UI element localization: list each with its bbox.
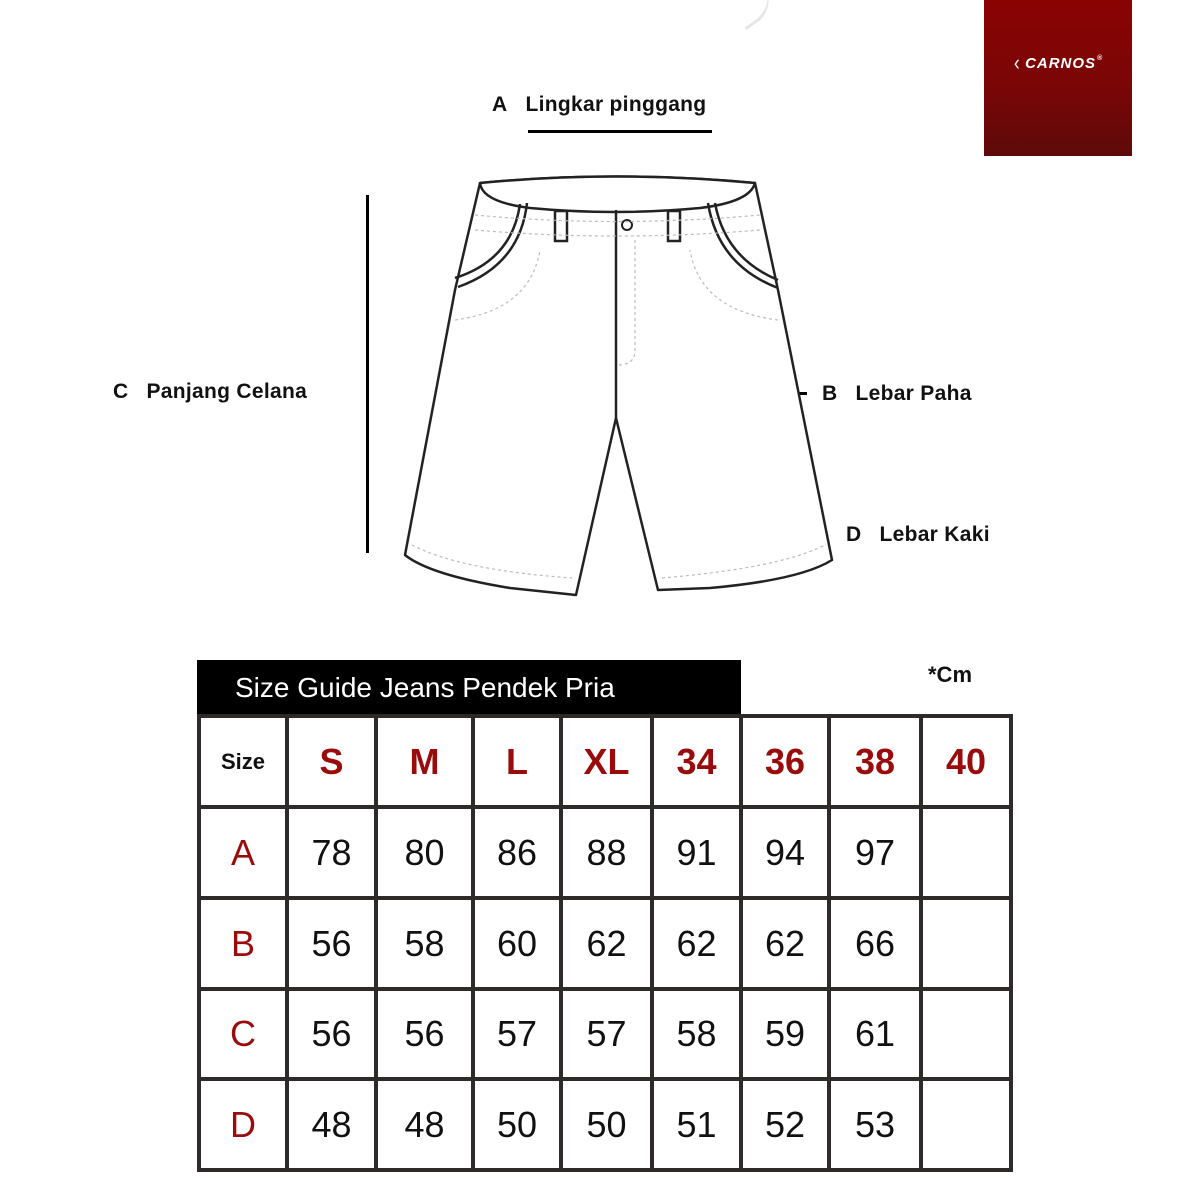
table-cell: 66 (829, 898, 921, 989)
size-col-34: 34 (652, 716, 741, 807)
registered-mark: ® (1097, 54, 1104, 62)
size-col-xl: XL (561, 716, 652, 807)
label-a (492, 93, 706, 117)
label-d-key: D (846, 523, 862, 546)
table-cell: 62 (741, 898, 829, 989)
table-cell: 51 (652, 1079, 741, 1170)
table-row (199, 989, 1011, 1079)
table-cell: 56 (287, 989, 376, 1079)
table-cell (921, 1079, 1011, 1170)
table-cell (921, 989, 1011, 1079)
table-cell: 57 (473, 989, 561, 1079)
table-cell: 59 (741, 989, 829, 1079)
size-col-40: 40 (921, 716, 1011, 807)
label-d-text: Lebar Kaki (879, 523, 990, 546)
table-cell: 56 (376, 989, 473, 1079)
table-cell: 94 (741, 807, 829, 898)
table-row (199, 807, 1011, 898)
table-cell: 56 (287, 898, 376, 989)
table-cell: 50 (561, 1079, 652, 1170)
size-table (197, 714, 1013, 1172)
table-cell (921, 807, 1011, 898)
measure-line-c (366, 195, 369, 553)
table-cell: 97 (829, 807, 921, 898)
label-a-text: Lingkar pinggang (525, 93, 707, 116)
size-guide-title: Size Guide Jeans Pendek Pria (197, 660, 741, 715)
label-a-key: A (492, 93, 508, 116)
row-key-d: D (199, 1079, 287, 1170)
table-cell: 53 (829, 1079, 921, 1170)
size-col-38: 38 (829, 716, 921, 807)
brand-name: CARNOS (1025, 54, 1097, 72)
table-cell: 80 (376, 807, 473, 898)
table-cell: 60 (473, 898, 561, 989)
label-c (113, 380, 307, 404)
table-header-row (199, 716, 1011, 807)
label-b-text: Lebar Paha (855, 382, 972, 405)
table-cell: 58 (652, 989, 741, 1079)
measure-line-a (528, 130, 712, 133)
table-cell: 48 (376, 1079, 473, 1170)
table-cell: 52 (741, 1079, 829, 1170)
table-row (199, 898, 1011, 989)
label-b (822, 382, 972, 406)
table-row (199, 1079, 1011, 1170)
size-header-label: Size (199, 716, 287, 807)
table-cell: 91 (652, 807, 741, 898)
table-cell: 50 (473, 1079, 561, 1170)
table-cell (921, 898, 1011, 989)
unit-label: *Cm (928, 662, 973, 687)
table-cell: 88 (561, 807, 652, 898)
label-d (846, 523, 990, 547)
row-key-a: A (199, 807, 287, 898)
label-b-key: B (822, 382, 838, 405)
table-cell: 58 (376, 898, 473, 989)
size-col-l: L (473, 716, 561, 807)
size-col-m: M (376, 716, 473, 807)
decorative-swoosh (731, 0, 779, 30)
size-col-s: S (287, 716, 376, 807)
label-c-key: C (113, 380, 129, 403)
label-c-text: Panjang Celana (146, 380, 308, 403)
table-cell: 57 (561, 989, 652, 1079)
size-col-36: 36 (741, 716, 829, 807)
table-cell: 61 (829, 989, 921, 1079)
row-key-c: C (199, 989, 287, 1079)
table-cell: 86 (473, 807, 561, 898)
table-cell: 62 (652, 898, 741, 989)
table-cell: 62 (561, 898, 652, 989)
chevron-left-icon: ‹ (1013, 50, 1021, 75)
shorts-icon (400, 170, 840, 610)
brand-logo (984, 0, 1132, 156)
table-cell: 78 (287, 807, 376, 898)
row-key-b: B (199, 898, 287, 989)
table-cell: 48 (287, 1079, 376, 1170)
